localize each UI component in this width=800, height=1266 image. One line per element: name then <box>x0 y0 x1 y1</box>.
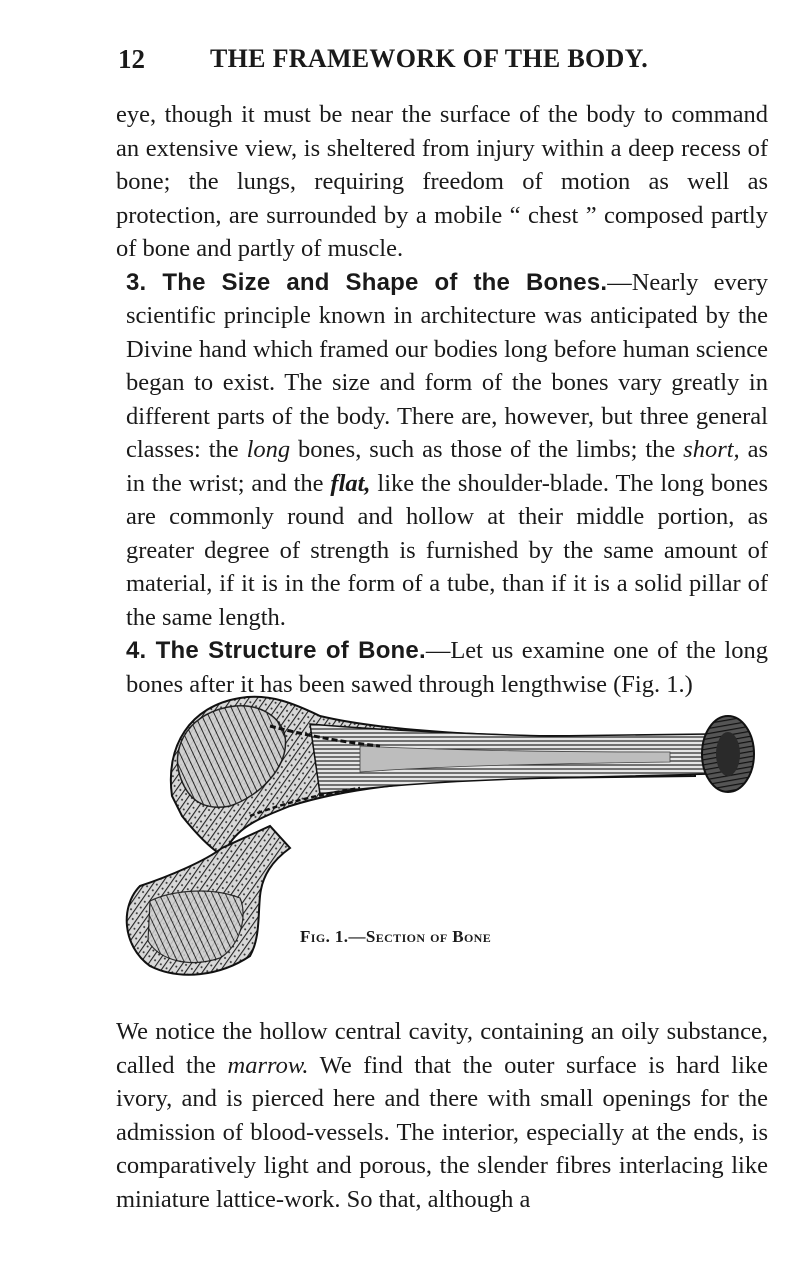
page-header <box>118 44 768 74</box>
paragraph-after-figure: We notice the hollow central cavity, containing an oily substance, called the marrow. We find that the outer surface is hard like ivory, and is pierced here and there with small openings for the admission of blood-vessels. The interior, especially at the ends, is comparatively light and porous, the slender fibres interlacing like miniature lattice-work. So that, although a <box>116 1018 769 1213</box>
section-4-paragraph: 4. The Structure of Bone.—Let us examine one of the long bones after it has been sawed through lengthwise (Fig. 1.) <box>126 637 768 698</box>
bone-section-illustration <box>110 676 770 1006</box>
paragraph-continuation: eye, though it must be near the surface of the body to command an extensive view, is sheltered from injury within a deep recess of bone; the lungs, requiring freedom of motion as well as protection, are surrounded by a mobile “ chest ” composed partly of bone and partly of muscle. <box>116 101 768 262</box>
lower-text <box>116 1015 768 1216</box>
section-4-heading: 4. The Structure of Bone. <box>126 637 426 664</box>
section-3-paragraph: 3. The Size and Shape of the Bones.—Nearly every scientific principle known in architecture was anticipated by the Divine hand which framed our bodies long before human science began to exist. The size and form of the bones vary greatly in different parts of the body. There are, however, but three general classes: the long bones, such as those of the limbs; the short, as in the wrist; and the flat, like the shoulder-blade. The long bones are commonly round and hollow at their middle portion, as greater degree of strength is furnished by the same amount of material, if it is in the form of a tube, than if it is a solid pillar of the same length. <box>126 268 768 631</box>
page-number: 12 <box>118 44 145 74</box>
upper-text <box>116 98 768 701</box>
section-3-heading: 3. The Size and Shape of the Bones. <box>126 268 608 296</box>
running-head: THE FRAMEWORK OF THE BODY. <box>210 44 649 73</box>
figure-caption: Fig. 1.—Section of Bone <box>300 927 492 946</box>
bone-section-figure <box>110 676 770 1006</box>
